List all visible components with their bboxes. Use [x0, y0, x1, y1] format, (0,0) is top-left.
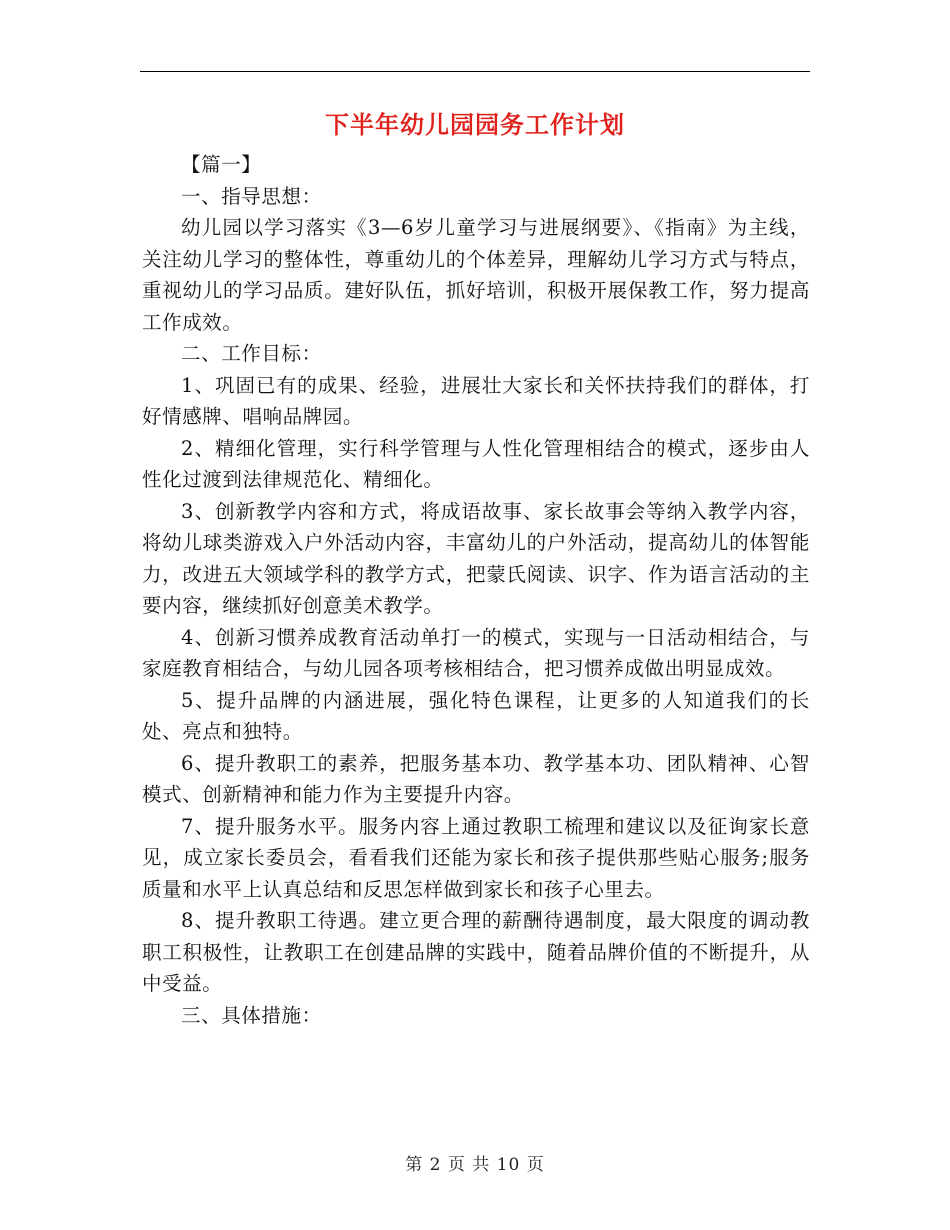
goal-item-3: 3、创新教学内容和方式，将成语故事、家长故事会等纳入教学内容，将幼儿球类游戏入户外活动内容，丰富幼儿的户外活动，提高幼儿的体智能力，改进五大领域学科的教学方式，把蒙氏阅读、识字、作为语言活动的主要内容，继续抓好创意美术教学。	[142, 499, 810, 617]
goal-item-4: 4、创新习惯养成教育活动单打一的模式，实现与一日活动相结合，与家庭教育相结合，与幼儿园各项考核相结合，把习惯养成做出明显成效。	[142, 625, 810, 680]
section-marker: 【篇一】	[181, 153, 262, 176]
document-title: 下半年幼儿园园务工作计划	[325, 111, 625, 139]
document-body	[142, 149, 810, 1031]
page-number-footer: 第 2 页 共 10 页	[405, 1155, 545, 1175]
goal-item-8: 8、提升教职工待遇。建立更合理的薪酬待遇制度，最大限度的调动教职工积极性，让教职工在创建品牌的实践中，随着品牌价值的不断提升，从中受益。	[142, 909, 810, 995]
heading-work-goals: 二、工作目标：	[181, 342, 322, 365]
heading-specific-measures: 三、具体措施：	[181, 1003, 322, 1027]
goal-item-1: 1、巩固已有的成果、经验，进展壮大家长和关怀扶持我们的群体，打好情感牌、唱响品牌园。	[142, 373, 810, 428]
header-rule	[140, 71, 810, 72]
goal-item-2: 2、精细化管理，实行科学管理与人性化管理相结合的模式，逐步由人性化过渡到法律规范化、精细化。	[142, 436, 810, 491]
goal-item-7: 7、提升服务水平。服务内容上通过教职工梳理和建议以及征询家长意见，成立家长委员会，看看我们还能为家长和孩子提供那些贴心服务;服务质量和水平上认真总结和反思怎样做到家长和孩子心里去。	[142, 814, 810, 901]
goal-item-6: 6、提升教职工的素养，把服务基本功、教学基本功、团队精神、心智模式、创新精神和能力作为主要提升内容。	[142, 751, 810, 806]
paragraph-guiding-thought: 幼儿园以学习落实《3—6岁儿童学习与进展纲要》、《指南》为主线，关注幼儿学习的整体性，尊重幼儿的个体差异，理解幼儿学习方式与特点，重视幼儿的学习品质。建好队伍，抓好培训，积极开展保教工作，努力提高工作成效。	[142, 216, 810, 334]
goal-item-5: 5、提升品牌的内涵进展，强化特色课程，让更多的人知道我们的长处、亮点和独特。	[142, 688, 810, 743]
heading-guiding-thought: 一、指导思想：	[181, 184, 322, 208]
